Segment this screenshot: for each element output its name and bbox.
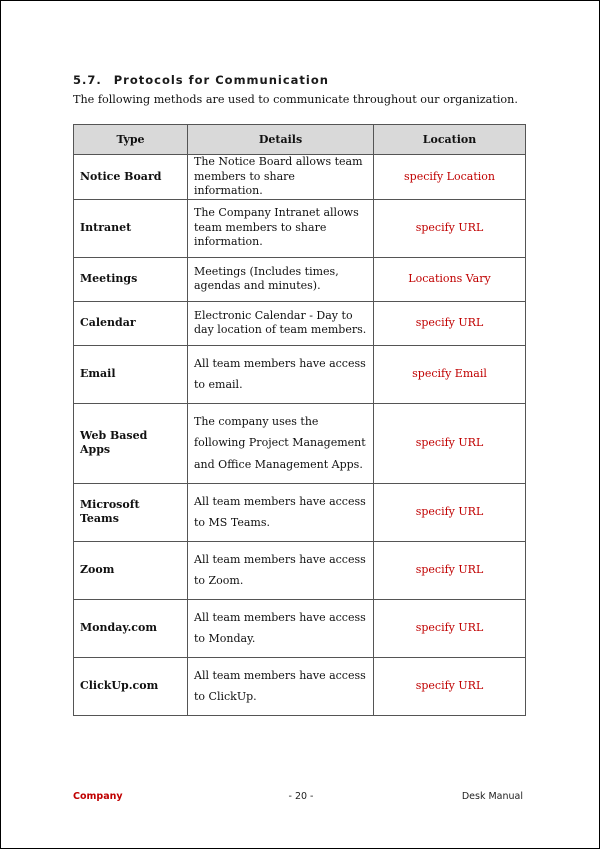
row-location: specify URL: [374, 599, 526, 657]
row-type: ClickUp.com: [74, 657, 188, 715]
row-location: specify URL: [374, 301, 526, 345]
row-type: Calendar: [74, 301, 188, 345]
row-location: specify URL: [374, 483, 526, 541]
row-location: specify URL: [374, 657, 526, 715]
row-details: All team members have access to email.: [188, 345, 374, 403]
footer-company: Company: [73, 791, 123, 802]
table-row: [74, 199, 526, 257]
table-header-row: [74, 125, 526, 155]
communication-table: [73, 124, 526, 716]
row-details: Meetings (Includes times, agendas and minutes).: [188, 257, 374, 301]
row-type: Intranet: [74, 199, 188, 257]
row-type: Zoom: [74, 541, 188, 599]
row-type: Email: [74, 345, 188, 403]
row-type: Meetings: [74, 257, 188, 301]
row-details: The Notice Board allows team members to share information.: [188, 155, 374, 200]
section-heading: [73, 73, 329, 87]
table-row: [74, 403, 526, 483]
row-details: All team members have access to Monday.: [188, 599, 374, 657]
row-location: specify URL: [374, 541, 526, 599]
table-row: [74, 301, 526, 345]
table-row: [74, 657, 526, 715]
table-row: [74, 541, 526, 599]
header-location: Location: [374, 125, 526, 155]
row-location: specify Location: [374, 155, 526, 200]
intro-paragraph: The following methods are used to communicate throughout our organization.: [73, 93, 518, 106]
row-details: All team members have access to Zoom.: [188, 541, 374, 599]
row-details: All team members have access to MS Teams.: [188, 483, 374, 541]
row-type: Notice Board: [74, 155, 188, 200]
row-details: All team members have access to ClickUp.: [188, 657, 374, 715]
row-type: Monday.com: [74, 599, 188, 657]
section-number: 5.7.: [73, 73, 102, 87]
table-row: [74, 257, 526, 301]
row-location: specify URL: [374, 199, 526, 257]
row-location: specify Email: [374, 345, 526, 403]
footer-page-number: - 20 -: [288, 791, 314, 802]
row-details: The company uses the following Project Management and Office Management Apps.: [188, 403, 374, 483]
table-row: [74, 483, 526, 541]
section-title: Protocols for Communication: [113, 73, 329, 87]
row-location: Locations Vary: [374, 257, 526, 301]
table-row: [74, 345, 526, 403]
header-type: Type: [74, 125, 188, 155]
row-type: Web Based Apps: [74, 403, 188, 483]
row-type: Microsoft Teams: [74, 483, 188, 541]
row-location: specify URL: [374, 403, 526, 483]
row-details: Electronic Calendar - Day to day location of team members.: [188, 301, 374, 345]
footer-document-title: Desk Manual: [461, 791, 523, 802]
header-details: Details: [188, 125, 374, 155]
table-row: [74, 155, 526, 200]
row-details: The Company Intranet allows team members to share information.: [188, 199, 374, 257]
table-row: [74, 599, 526, 657]
